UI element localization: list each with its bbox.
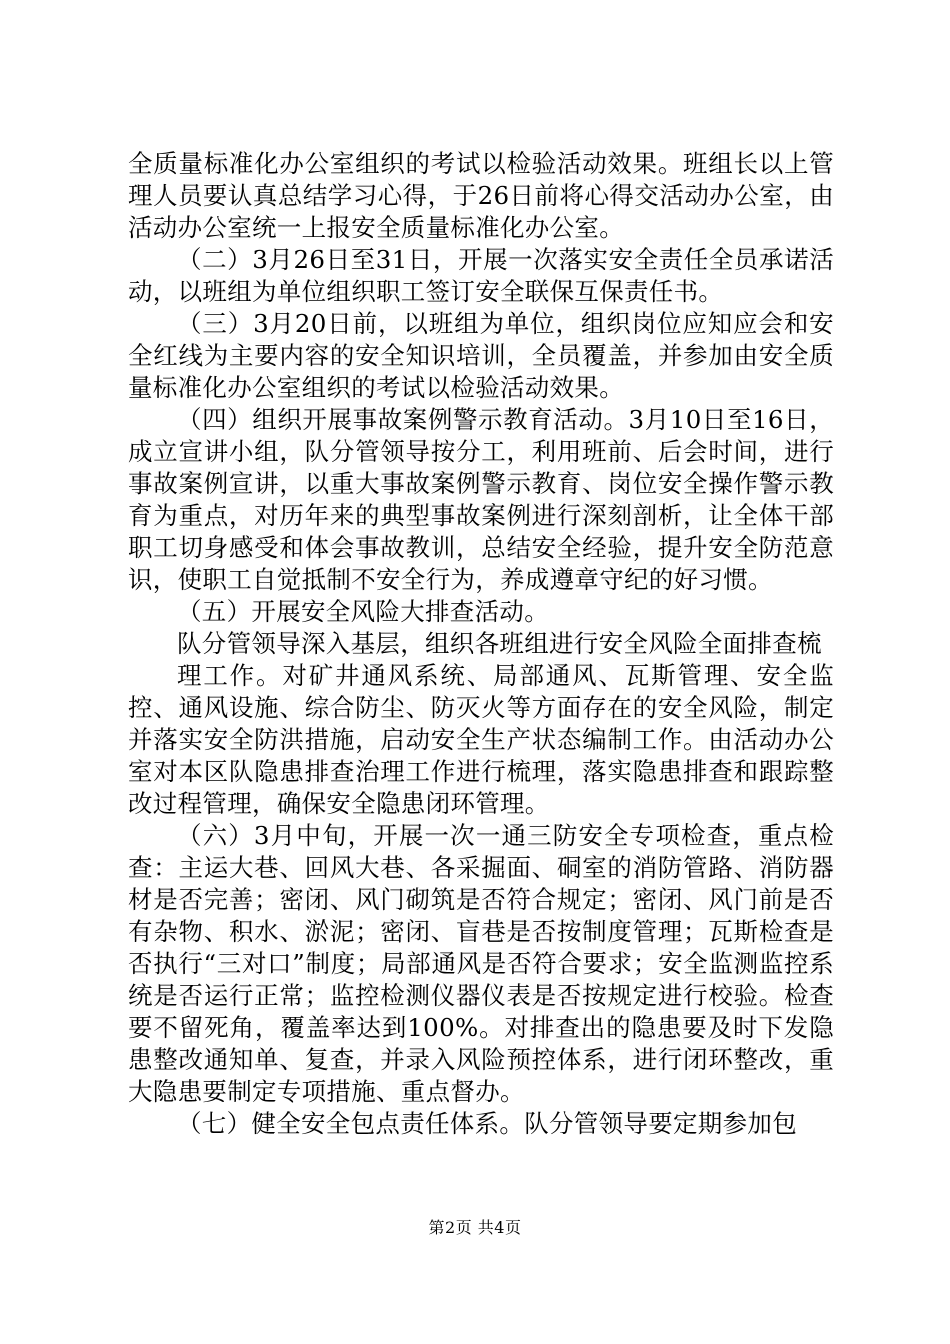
paragraph-item-4: （四）组织开展事故案例警示教育活动。3月10日至16日，成立宣讲小组，队分管领导按分工，利用班前、后会时间，进行事故案例宣讲，以重大事故案例警示教育、岗位安全操作警示教育为重点，对历年来的典型事故案例进行深刻剖析，让全体干部职工切身感受和体会事故教训，总结安全经验，提升安全防范意识，使职工自觉抵制不安全行为，养成遵章守纪的好习惯。 (128, 405, 834, 594)
paragraph-item-5-heading: （五）开展安全风险大排查活动。 (177, 597, 549, 626)
paragraph-continuation: 全质量标准化办公室组织的考试以检验活动效果。班组长以上管理人员要认真总结学习心得，于26日前将心得交活动办公室，由活动办公室统一上报安全质量标准化办公室。 (128, 149, 834, 242)
paragraph-item-3: （三）3月20日前，以班组为单位，组织岗位应知应会和安全红线为主要内容的安全知识培训，全员覆盖，并参加由安全质量标准化办公室组织的考试以检验活动效果。 (128, 309, 834, 402)
paragraph-item-7: （七）健全安全包点责任体系。队分管领导要定期参加包 (177, 1109, 797, 1138)
paragraph-item-2: （二）3月26日至31日，开展一次落实安全责任全员承诺活动，以班组为单位组织职工签订安全联保互保责任书。 (128, 245, 834, 306)
page-number-footer: 第2页 共4页 (428, 1218, 522, 1237)
paragraph-item-6: （六）3月中旬，开展一次一通三防安全专项检查，重点检查：主运大巷、回风大巷、各采掘面、硐室的消防管路、消防器材是否完善；密闭、风门砌筑是否符合规定；密闭、风门前是否有杂物、积水、淤泥；密闭、盲巷是否按制度管理；瓦斯检查是否执行“三对口”制度；局部通风是否符合要求；安全监测监控系统是否运行正常；监控检测仪器仪表是否按规定进行校验。检查要不留死角，覆盖率达到100%。对排查出的隐患要及时下发隐患整改通知单、复查，并录入风险预控体系，进行闭环整改，重大隐患要制定专项措施、重点督办。 (128, 821, 834, 1106)
document-body (128, 148, 834, 1140)
paragraph-item-5-body: 理工作。对矿井通风系统、局部通风、瓦斯管理、安全监控、通风设施、综合防尘、防灭火等方面存在的安全风险，制定并落实安全防洪措施，启动安全生产状态编制工作。由活动办公室对本区队隐患排查治理工作进行梳理，落实隐患排查和跟踪整改过程管理，确保安全隐患闭环管理。 (128, 661, 834, 818)
paragraph-item-5-intro: 队分管领导深入基层，组织各班组进行安全风险全面排查梳 (177, 629, 822, 658)
